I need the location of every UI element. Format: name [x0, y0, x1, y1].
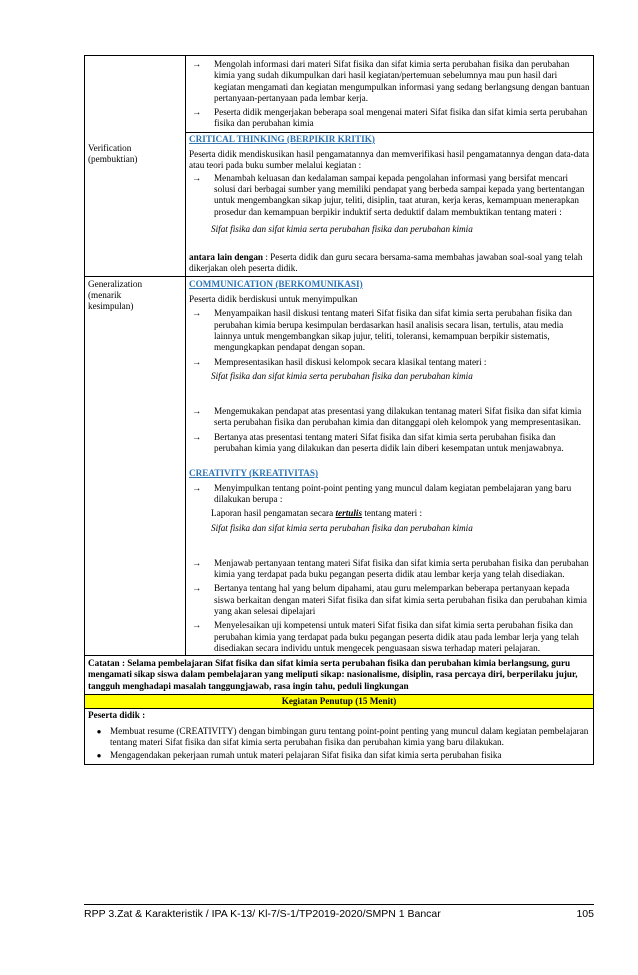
list-item [189, 107, 590, 130]
critical-thinking-block [186, 133, 593, 276]
list-item [88, 726, 590, 749]
topic-text: Sifat fisika dan sifat kimia serta perubahan fisika dan perubahan kimia [211, 223, 473, 234]
peserta-label: Peserta didik : [88, 710, 146, 721]
list-item [189, 432, 590, 455]
closing-text [189, 252, 590, 275]
communication-heading: COMMUNICATION (BERKOMUNIKASI) [189, 278, 363, 289]
arrow-icon: → [192, 431, 202, 442]
verification-label: Verification (pembuktian) [88, 143, 138, 165]
generalization-label-cell [85, 276, 186, 655]
list-item-text: Mempresentasikan hasil diskusi kelompok secara klasikal tentang materi : [214, 356, 487, 367]
list-item-text: Menambah keluasan dan kedalaman sampai kepada pengolahan informasi yang bersifat mencari solusi dari berbagai sumber yang memiliki pendapat yang berbeda sampai kepada yang bertentangan untuk mengembangkan sikap jujur, teliti, disiplin, taat aturan, kerja keras, kemampuan menerapkan prosedur dan kemampuan berpikir induktif serta deduktif dalam membuktikan tentang materi : [214, 172, 585, 217]
laporan-pre: Laporan hasil pengamatan secara [211, 508, 336, 519]
communication-para: Peserta didik berdiskusi untuk menyimpulkan [189, 294, 358, 305]
creativity-heading: CREATIVITY (KREATIVITAS) [189, 468, 319, 479]
verification-label-cell [85, 56, 186, 277]
list-item [88, 750, 590, 761]
list-item-text: Mengemukakan pendapat atas presentasi yang dilakukan tentanag materi Sifat fisika dan sifat kimia serta perubahan fisika dan perubahan kimia dan ditanggapi oleh kelompok yang mempresentasikan. [214, 406, 582, 428]
penutup-row [85, 695, 594, 709]
lesson-table [84, 55, 594, 765]
list-item-text: Membuat resume (CREATIVITY) dengan bimbingan guru tentang point-point penting yang muncul dalam kegiatan pembelajaran tentang materi Sifat fisika dan sifat kimia serta perubahan fisika dan perubahan kimia yang baru dilakukan. [110, 725, 589, 747]
bullet-icon: ● [96, 751, 102, 761]
page-number: 105 [576, 908, 594, 920]
list-item-text: Menjawab pertanyaan tentang materi Sifat fisika dan sifat kimia serta perubahan fisika dan perubahan kimia yang terdapat pada buku pegangan peserta didik atau lembar kerja yang telah disediakan. [214, 557, 589, 580]
critical-thinking-heading: CRITICAL THINKING (BERPIKIR KRITIK) [189, 133, 375, 144]
list-item-text: Peserta didik mengerjakan beberapa soal mengenai materi Sifat fisika dan sifat kimia serta perubahan fisika dan perubahan kimia [214, 107, 588, 129]
list-item-text: Mengolah informasi dari materi Sifat fisika dan sifat kimia serta perubahan fisika dan perubahan kimia yang sudah dikumpulkan dari hasil kegiatan/pertemuan sebelumnya mau pun hasil dari kegiatan mengamati dan kegiatan mengumpulkan informasi yang sedang berlangsung dengan bantuan pertanyaan-pertanyaan pada lembar kerja. [214, 59, 590, 103]
list-item [189, 59, 590, 104]
arrow-icon: → [192, 406, 202, 417]
footer-text: RPP 3.Zat & Karakteristik / IPA K-13/ Kl-7/S-1/TP2019-2020/SMPN 1 Bancar [84, 908, 441, 920]
arrow-icon: → [192, 356, 202, 367]
arrow-icon: → [192, 308, 202, 319]
laporan-text [189, 508, 590, 519]
list-item [189, 357, 590, 368]
generalization-row [85, 276, 594, 655]
topic-text: Sifat fisika dan sifat kimia serta perubahan fisika dan perubahan kimia [211, 370, 473, 381]
peserta-cell [85, 709, 594, 764]
bullet-icon: ● [96, 726, 102, 736]
list-item-text: Menyampaikan hasil diskusi tentang materi Sifat fisika dan sifat kimia serta perubahan fisika dan perubahan kimia berupa kesimpulan berdasarkan hasil analisis secara lisan, tertulis, atau media lainnya untuk mengembangkan sikap jujur, teliti, toleransi, kemampuan berpikir sistematis, mengungkapkan pendapat dengan sopan. [214, 308, 572, 353]
arrow-icon: → [192, 583, 202, 594]
list-item [189, 558, 590, 581]
note-text: Catatan : Selama pembelajaran Sifat fisika dan sifat kimia serta perubahan fisika dan perubahan kimia berlangsung, guru mengamati sikap siswa dalam pembelajaran yang meliputi sikap: nasionalisme, disiplin, rasa percaya diri, berperilaku jujur, tangguh menghadapi masalah tanggungjawab, rasa ingin tahu, peduli lingkungan [85, 656, 594, 695]
verification-content-cell [186, 56, 594, 277]
closing-rest: : Peserta didik dan guru secara bersama-sama membahas jawaban soal-soal yang telah dikerjakan oleh peserta didik. [189, 252, 583, 274]
arrow-icon: → [192, 620, 202, 631]
list-item [189, 583, 590, 617]
arrow-icon: → [192, 557, 202, 568]
peserta-row [85, 709, 594, 764]
laporan-post: tentang materi : [362, 508, 422, 519]
arrow-icon: → [192, 107, 202, 118]
note-row [85, 656, 594, 695]
list-item [189, 483, 590, 506]
document-page [84, 55, 594, 765]
page-footer [84, 904, 594, 920]
list-item [189, 620, 590, 654]
list-item-text: Bertanya atas presentasi tentang materi Sifat fisika dan sifat kimia serta perubahan fisika dan perubahan kimia yang dilakukan dan peserta didik lain diberi kesempatan untuk menjawabnya. [214, 431, 564, 454]
closing-bold: antara lain dengan [189, 252, 264, 263]
arrow-icon: → [192, 172, 202, 183]
list-item [189, 173, 590, 218]
list-item-text: Menyelesaikan uji kompetensi untuk materi Sifat fisika dan sifat kimia serta perubahan fisika dan perubahan kimia yang terdapat pada buku pegangan peserta didik atau pada lembar lerja yang telah disediakan secara individu untuk mengecek penguasaan siswa terhadap materi pelajaran. [214, 620, 579, 653]
laporan-emphasis: tertulis [335, 508, 363, 519]
list-item-text: Menyimpulkan tentang point-point penting yang muncul dalam kegiatan pembelajaran yang baru dilakukan berupa : [214, 482, 572, 504]
generalization-label: Generalization (menarik kesimpulan) [88, 278, 143, 312]
topic-text: Sifat fisika dan sifat kimia serta perubahan fisika dan perubahan kimia [211, 522, 473, 533]
list-item [189, 308, 590, 353]
arrow-icon: → [192, 59, 202, 69]
list-item-text: Mengagendakan pekerjaan rumah untuk materi pelajaran Sifat fisika dan sifat kimia serta perubahan fisika [110, 750, 502, 761]
verification-row [85, 56, 594, 277]
list-item [189, 406, 590, 429]
critical-thinking-para: Peserta didik mendiskusikan hasil pengamatannya dan memverifikasi hasil pengamatannya dengan data-data atau teori pada buku sumber melalui kegiatan : [189, 149, 590, 171]
verification-prior-block [186, 59, 593, 133]
penutup-title: Kegiatan Penutup (15 Menit) [85, 695, 594, 709]
list-item-text: Bertanya tentang hal yang belum dipahami, atau guru melemparkan beberapa pertanyaan kepada siswa berkaitan dengan materi Sifat fisika dan sifat kimia serta perubahan fisika dan perubahan kimia yang akan selesai dipelajari [214, 583, 587, 616]
generalization-content-cell [186, 276, 594, 655]
arrow-icon: → [192, 482, 202, 493]
